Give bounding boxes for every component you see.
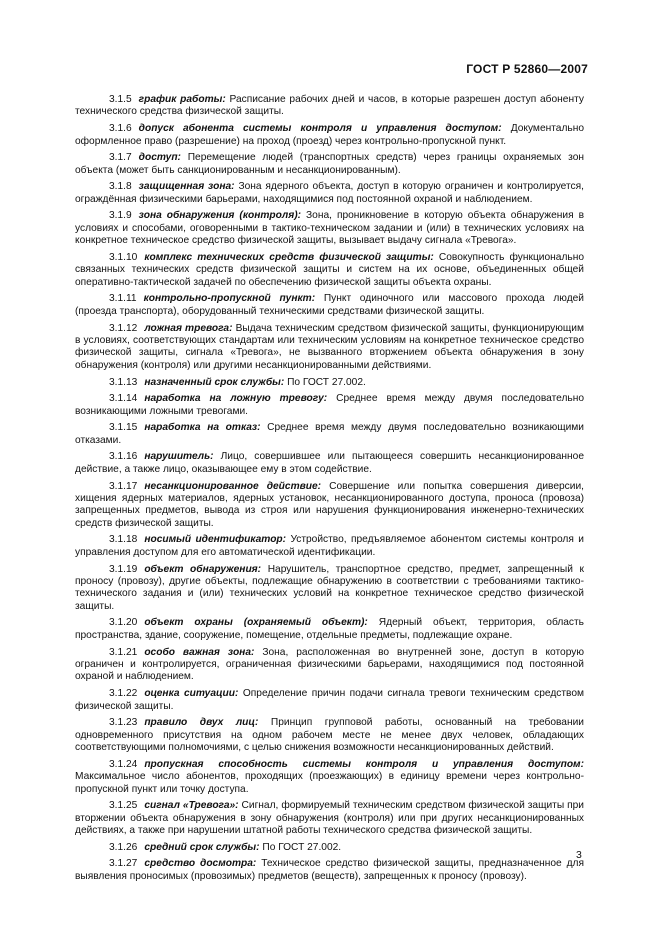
term-definition: Совокупность функционально связанных технических средств физической защиты и систем на их основе, объединенных общей оперативно-тактической задачей по обеспечению физической защиты объекта охраны.	[75, 251, 584, 288]
term-number: 3.1.16	[109, 451, 138, 463]
term-definition: Зона ядерного объекта, доступ в которую ограничен и контролируется, ограждённая физическими барьерами, находящимися под постоянной охраной и наблюдением.	[75, 181, 584, 205]
term-number: 3.1.21	[109, 646, 138, 658]
term-number: 3.1.25	[109, 800, 138, 812]
term-definition: Техническое средство физической защиты, предназначенное для выявления проносимых (провозимых) предметов (веществ), запрещенных к проносу (провозу).	[75, 858, 584, 882]
term-number: 3.1.15	[109, 422, 138, 434]
term-name: особо важная зона:	[144, 646, 255, 658]
term-entry	[75, 323, 584, 373]
term-name: назначенный срок службы:	[144, 376, 285, 388]
term-entry	[75, 842, 584, 854]
term-name: нарушитель:	[144, 451, 214, 463]
term-definition: Совершение или попытка совершения диверсии, хищения ядерных материалов, ядерных установок, несанкционированного доступа, проноса (провоза) запрещенных предметов, вывода из строя или нарушения функционирования инженерно-технических средств физической защиты.	[75, 480, 584, 529]
term-name: носимый идентификатор:	[144, 534, 287, 546]
term-definition: Зона, проникновение в которую объекта обнаружения в условиях и способами, оговоренными в тактико-техническом задании и (или) в технических условиях на конкретное техническое средство физической защиты, вызывает выдачу сигнала «Тревога».	[75, 210, 584, 247]
term-definition: Среднее время между двумя последовательно возникающими отказами.	[75, 422, 584, 446]
term-number: 3.1.13	[109, 376, 138, 388]
term-definition: Определение причин подачи сигнала тревоги техническим средством физической защиты.	[75, 688, 585, 712]
term-entry	[75, 252, 584, 289]
page-number: 3	[576, 849, 582, 861]
term-name: зона обнаружения (контроля):	[138, 210, 301, 222]
term-definition: Сигнал, формируемый техническим средством физической защиты при вторжении объекта обнаружения в зону обнаружения (контроля) или при других несанкционированных действиях, а также при нарушении штатной работы технического средства физической защиты.	[75, 800, 584, 837]
term-definition: По ГОСТ 27.002.	[287, 376, 366, 388]
term-definition: Пункт одиночного или массового прохода людей (проезда транспорта), оборудованный техническими средствами физической защиты.	[75, 293, 585, 317]
term-entry	[75, 481, 584, 531]
term-entry	[75, 393, 584, 418]
term-number: 3.1.27	[109, 858, 138, 870]
term-entry	[75, 534, 584, 559]
term-definition: Нарушитель, транспортное средство, предмет, запрещенный к проносу (провозу), другие объекты, подлежащие обнаружению в соответствии с требованиями тактико-технического задания и (или) технических условий на конкретное техническое средство физической защиты.	[75, 563, 584, 612]
term-number: 3.1.18	[109, 534, 138, 546]
terms-section	[75, 94, 584, 888]
term-entry	[75, 377, 584, 389]
term-name: средний срок службы:	[144, 841, 260, 853]
term-number: 3.1.9	[109, 210, 132, 222]
term-entry	[75, 688, 584, 713]
term-name: правило двух лиц:	[144, 717, 259, 729]
term-number: 3.1.5	[109, 94, 132, 105]
term-entry	[75, 422, 584, 447]
term-number: 3.1.24	[109, 758, 138, 770]
term-entry	[75, 617, 584, 642]
term-number: 3.1.12	[109, 322, 138, 334]
term-name: наработка на отказ:	[144, 422, 261, 434]
term-name: доступ:	[138, 152, 181, 164]
term-entry	[75, 152, 584, 177]
term-definition: Максимальное число абонентов, проходящих (проезжающих) в единицу времени через контрольно-пропускной пункт или точку доступа.	[75, 771, 584, 795]
term-name: наработка на ложную тревогу:	[144, 393, 328, 405]
term-number: 3.1.14	[109, 393, 138, 405]
term-entry	[75, 123, 584, 148]
term-name: оценка ситуации:	[144, 688, 239, 700]
term-entry	[75, 858, 584, 883]
term-name: допуск абонента системы контроля и управления доступом:	[138, 123, 502, 135]
term-entry	[75, 564, 584, 614]
term-entry	[75, 451, 584, 476]
term-name: сигнал «Тревога»:	[144, 800, 239, 812]
term-number: 3.1.22	[109, 688, 138, 700]
term-name: пропускная способность системы контроля и управления доступом:	[144, 758, 584, 770]
term-number: 3.1.19	[109, 563, 138, 575]
term-definition: Принцип групповой работы, основанный на требовании одновременного присутствия на одном рабочем месте не менее двух человек, обладающих соответствующими полномочиями, с целью снижения возможности несанкционированных действий.	[75, 717, 584, 754]
term-number: 3.1.11	[109, 293, 137, 305]
term-number: 3.1.7	[109, 152, 132, 164]
term-number: 3.1.26	[109, 841, 138, 853]
term-entry	[75, 647, 584, 684]
term-name: защищенная зона:	[138, 181, 235, 193]
term-number: 3.1.6	[109, 123, 132, 135]
term-definition: Лицо, совершившее или пытающееся совершить несанкционированное действие, а также лицо, оказывающее ему в этом содействие.	[75, 451, 584, 475]
term-definition: Среднее время между двумя последовательно возникающими ложными тревогами.	[75, 393, 584, 417]
term-number: 3.1.23	[109, 717, 138, 729]
term-number: 3.1.8	[109, 181, 132, 193]
term-name: объект охраны (охраняемый объект):	[144, 617, 368, 629]
term-definition: Зона, расположенная во внутренней зоне, доступ в которую ограничен и контролируется, ограниченная физическими барьерами, находящимися под постоянной охраной и наблюдением.	[75, 646, 584, 683]
term-entry	[75, 759, 584, 796]
term-name: график работы:	[138, 94, 226, 105]
term-name: объект обнаружения:	[144, 563, 262, 575]
term-definition: Устройство, предъявляемое абонентом системы контроля и управления доступом для его автоматической идентификации.	[75, 534, 584, 558]
term-entry	[75, 717, 584, 754]
document-header: ГОСТ Р 52860—2007	[466, 62, 588, 76]
term-number: 3.1.20	[109, 617, 138, 629]
term-entry	[75, 210, 584, 247]
term-name: комплекс технических средств физической защиты:	[144, 251, 434, 263]
term-number: 3.1.10	[109, 251, 138, 263]
term-definition: Ядерный объект, территория, область пространства, здание, сооружение, помещение, отдельные предметы, подлежащие охране.	[75, 617, 584, 641]
term-name: несанкционированное действие:	[144, 480, 322, 492]
term-number: 3.1.17	[109, 480, 138, 492]
term-definition: По ГОСТ 27.002.	[262, 841, 342, 853]
term-entry	[75, 181, 584, 206]
term-name: средство досмотра:	[144, 858, 257, 870]
term-name: контрольно-пропускной пункт:	[143, 293, 316, 305]
term-definition: Расписание рабочих дней и часов, в которые разрешен доступ абоненту технического средства физической защиты.	[75, 94, 584, 118]
term-entry	[75, 800, 584, 837]
term-definition: Перемещение людей (транспортных средств) через границы охраняемых зон объекта (может быть санкционированным и несанкционированным).	[75, 152, 584, 176]
term-entry	[75, 293, 584, 318]
term-entry	[75, 94, 584, 119]
term-definition: Документально оформленное право (разрешение) на проход (проезд) через контрольно-пропускной пункт.	[75, 123, 584, 147]
term-definition: Выдача техническим средством физической защиты, функционирующим в условиях, соответствующих стандартам или техническим условиям на конкретное техническое средство физической защиты, сигнала «Тревога», не вызванного вторжением объекта обнаружения в зону обнаружения (контроля) или другими несанкционированными действиями.	[75, 322, 584, 371]
term-name: ложная тревога:	[144, 322, 233, 334]
